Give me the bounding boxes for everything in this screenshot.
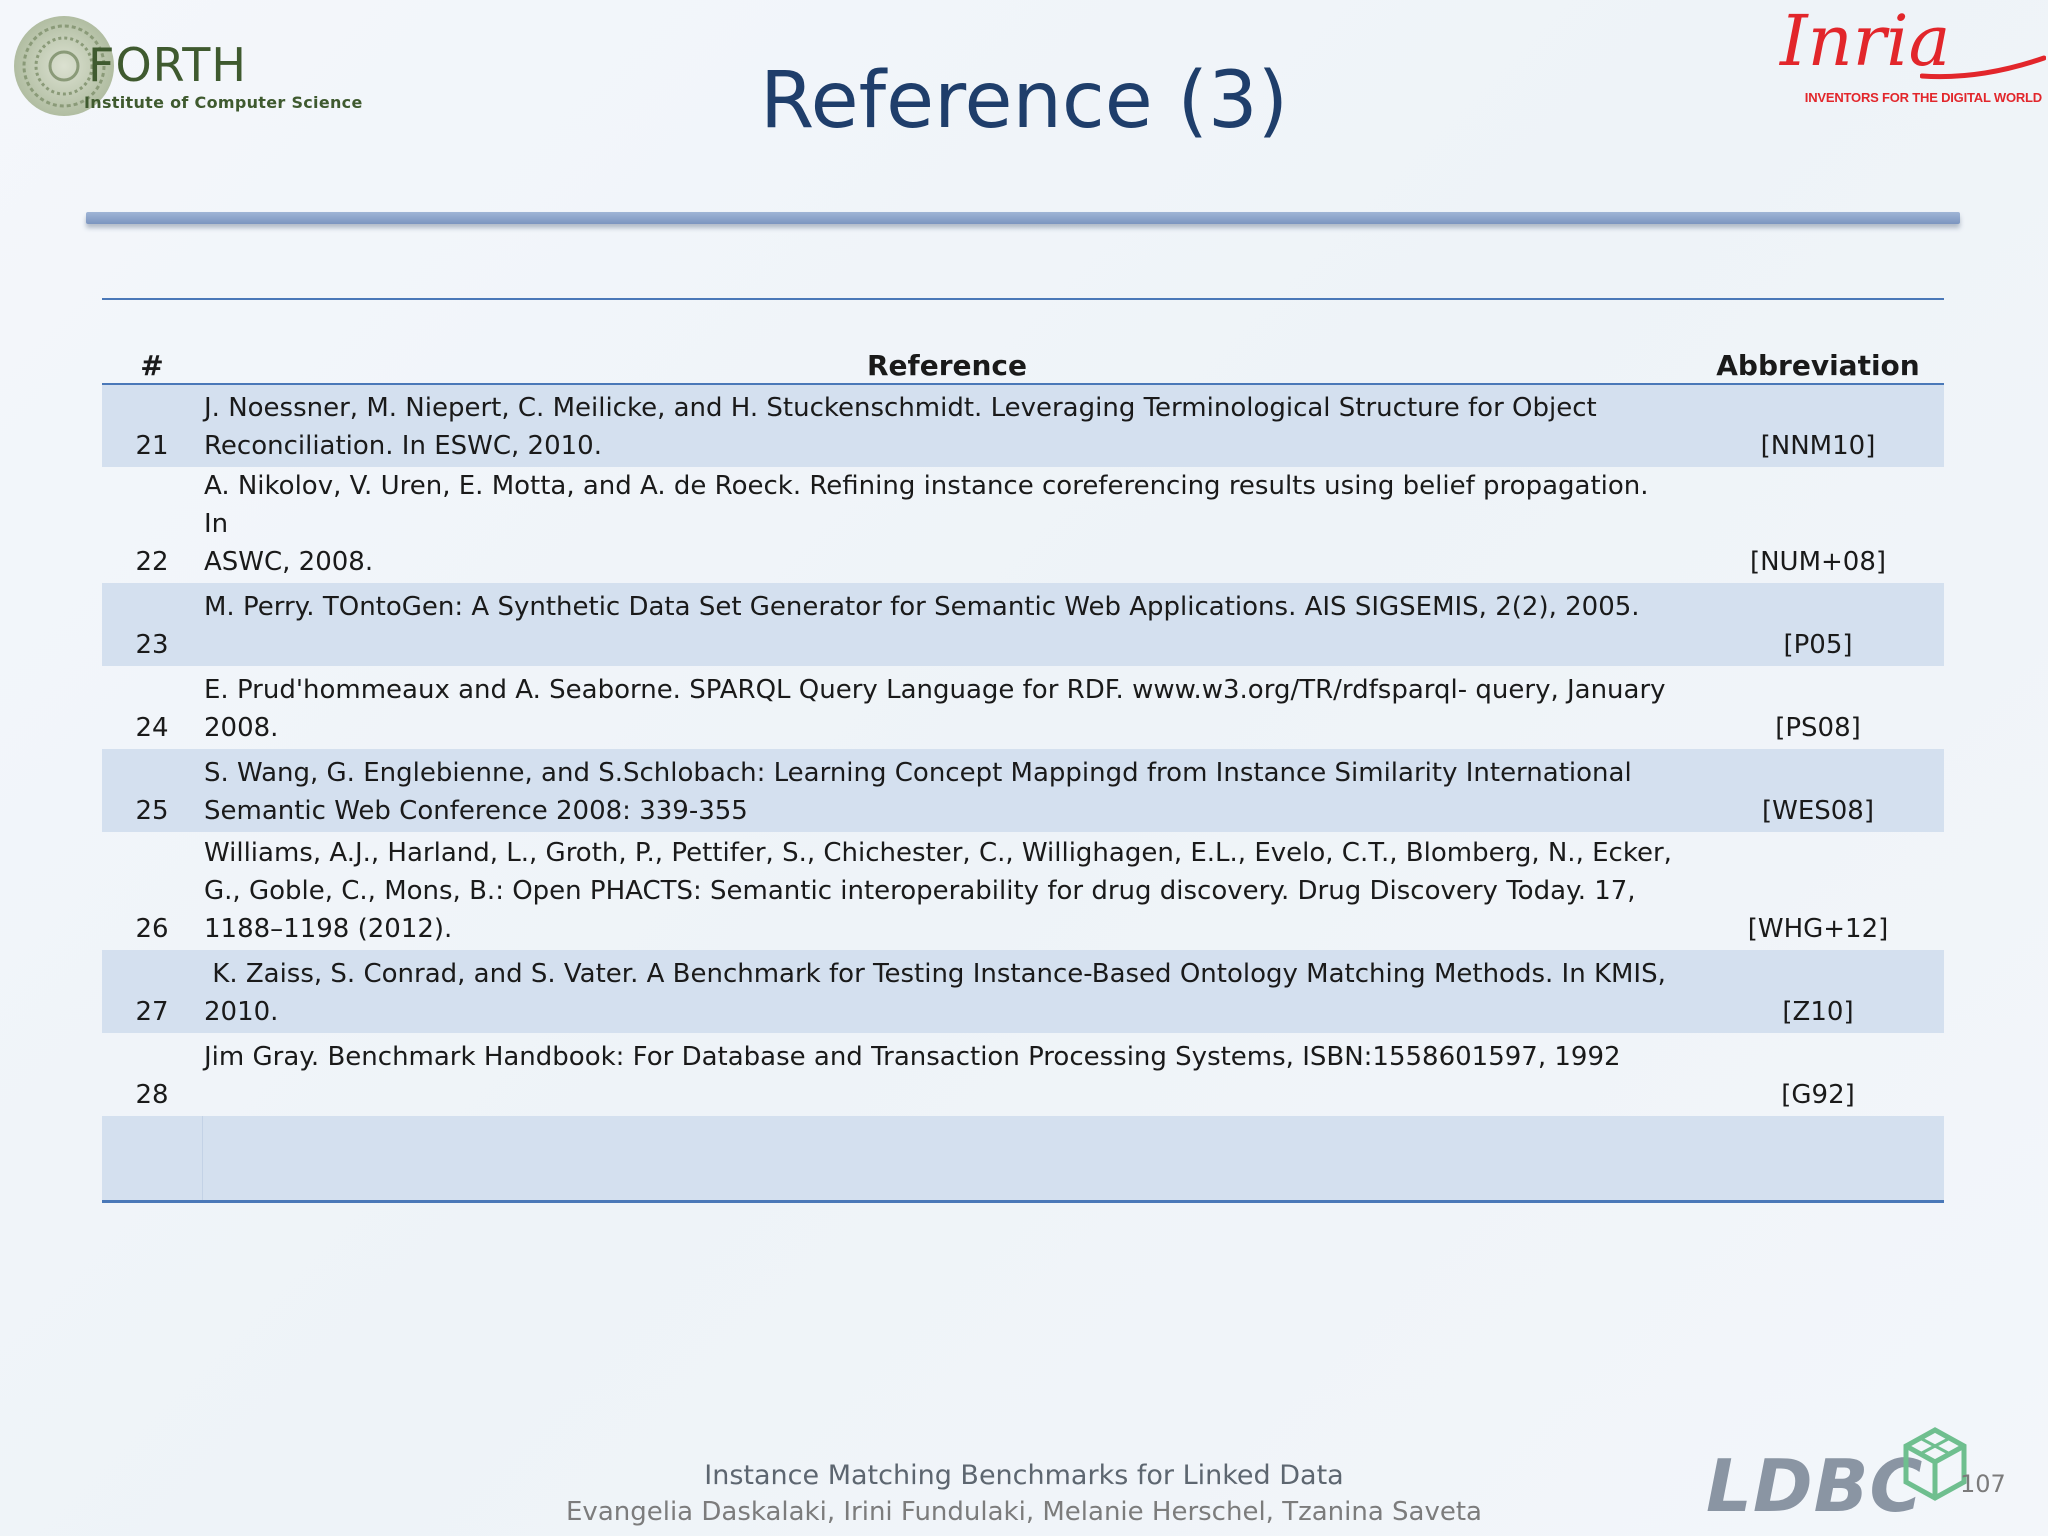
- reference-line: ASWC, 2008.: [204, 547, 374, 577]
- slide-title: Reference (3): [759, 56, 1289, 146]
- row-abbreviation: [WES08]: [1692, 749, 1944, 832]
- row-number: 21: [102, 384, 202, 467]
- row-reference: [202, 384, 1692, 467]
- row-reference: [202, 1033, 1692, 1116]
- row-number: 22: [135, 547, 169, 577]
- reference-line: E. Prud'hommeaux and A. Seaborne. SPARQL Query Language for RDF. www.w3.org/TR/rdfsparql- query, January: [204, 675, 1666, 705]
- table-row: [102, 1033, 1944, 1116]
- row-abbreviation: [Z10]: [1692, 950, 1944, 1033]
- row-number: 24: [135, 713, 169, 743]
- row-number: 25: [102, 749, 202, 832]
- inria-tagline: INVENTORS FOR THE DIGITAL WORLD: [1804, 90, 2042, 105]
- page-number: 107: [1960, 1470, 2006, 1498]
- row-abbreviation: [NNM10]: [1692, 384, 1944, 467]
- reference-line: A. Nikolov, V. Uren, E. Motta, and A. de Roeck. Refining instance coreferencing results using belief propagation. In: [204, 471, 1649, 539]
- header-abbreviation: Abbreviation: [1692, 299, 1944, 384]
- row-number: 26: [135, 914, 169, 944]
- reference-line: Semantic Web Conference 2008: 339-355: [204, 796, 748, 826]
- empty-cell: [1692, 1116, 1944, 1202]
- reference-line: M. Perry. TOntoGen: A Synthetic Data Set Generator for Semantic Web Applications. AIS SIGSEMIS, 2(2), 2005.: [204, 592, 1640, 622]
- reference-line: 2008.: [204, 713, 279, 743]
- row-abbreviation: [G92]: [1781, 1080, 1855, 1110]
- reference-line: J. Noessner, M. Niepert, C. Meilicke, and H. Stuckenschmidt. Leveraging Terminological Structure for Object: [204, 393, 1597, 423]
- reference-line: 2010.: [204, 997, 279, 1027]
- reference-line: 1188–1198 (2012).: [204, 914, 453, 944]
- footer-authors: Evangelia Daskalaki, Irini Fundulaki, Melanie Herschel, Tzanina Saveta: [566, 1497, 1482, 1527]
- table-row: [102, 583, 1944, 666]
- forth-name: FORTH: [88, 38, 247, 92]
- reference-line: S. Wang, G. Englebienne, and S.Schlobach: Learning Concept Mappingd from Instance Similarity International: [204, 758, 1632, 788]
- table-row-empty: [102, 1116, 1944, 1202]
- reference-line: K. Zaiss, S. Conrad, and S. Vater. A Benchmark for Testing Instance-Based Ontology Matching Methods. In KMIS,: [204, 959, 1666, 989]
- row-reference: [202, 749, 1692, 832]
- title-divider: [86, 212, 1960, 224]
- table-row: [102, 950, 1944, 1033]
- ldbc-wordmark: LDBC: [1706, 1444, 1924, 1528]
- row-reference: [202, 467, 1692, 583]
- table-row: [102, 749, 1944, 832]
- header-reference: Reference: [202, 299, 1692, 384]
- reference-line: Jim Gray. Benchmark Handbook: For Database and Transaction Processing Systems, ISBN:1558601597, 1992: [204, 1042, 1621, 1072]
- row-reference: [202, 666, 1692, 749]
- row-number: 23: [102, 583, 202, 666]
- row-abbreviation: [WHG+12]: [1747, 914, 1889, 944]
- row-abbreviation: [PS08]: [1775, 713, 1861, 743]
- reference-line: Williams, A.J., Harland, L., Groth, P., Pettifer, S., Chichester, C., Willighagen, E.L., Evelo, C.T., Blomberg, N., Ecker,: [204, 838, 1672, 868]
- empty-cell: [102, 1116, 202, 1202]
- reference-line: G., Goble, C., Mons, B.: Open PHACTS: Semantic interoperability for drug discovery. Drug Discovery Today. 17,: [204, 876, 1636, 906]
- row-reference: [202, 832, 1692, 950]
- header-number: #: [102, 299, 202, 384]
- footer-title: Instance Matching Benchmarks for Linked Data: [704, 1460, 1344, 1491]
- row-abbreviation: [P05]: [1692, 583, 1944, 666]
- forth-subtitle: Institute of Computer Science: [84, 93, 363, 112]
- inria-wordmark: Inria: [1780, 0, 1951, 82]
- table-row: [102, 832, 1944, 950]
- row-reference: [202, 950, 1692, 1033]
- table-row: [102, 467, 1944, 583]
- reference-line: Reconciliation. In ESWC, 2010.: [204, 431, 602, 461]
- ldbc-logo: [1706, 1420, 1956, 1536]
- row-abbreviation: [NUM+08]: [1749, 547, 1887, 577]
- row-number: 28: [135, 1080, 169, 1110]
- reference-table: [102, 298, 1944, 1203]
- empty-cell: [202, 1116, 1692, 1202]
- table-header-row: [102, 299, 1944, 384]
- table-row: [102, 666, 1944, 749]
- table-row: [102, 384, 1944, 467]
- row-reference: [202, 583, 1692, 666]
- row-number: 27: [102, 950, 202, 1033]
